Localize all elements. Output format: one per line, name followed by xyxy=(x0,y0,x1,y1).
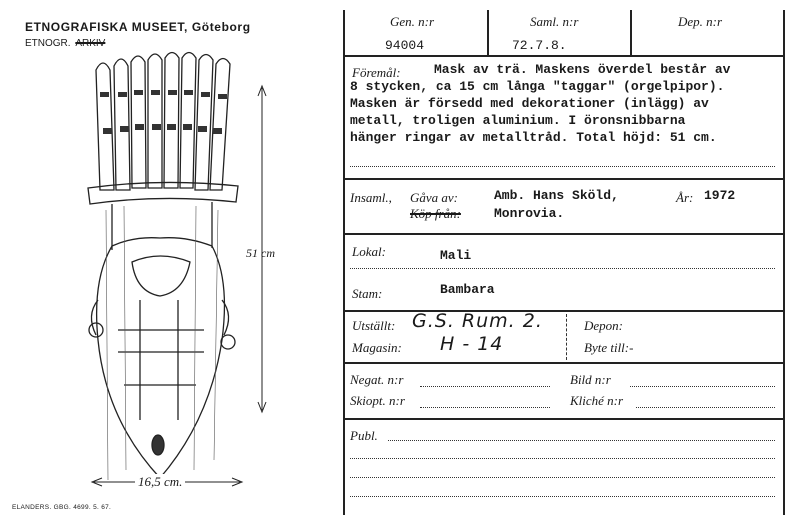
byte-label xyxy=(584,340,633,356)
foremal-line-5: hänger ringar av metalltråd. Total höjd: 51 cm. xyxy=(350,130,717,145)
negat-label: Negat. n:r xyxy=(350,372,404,387)
place-value: Monrovia. xyxy=(494,206,565,221)
magasin-value: H - 14 xyxy=(440,333,504,355)
saml-label: Saml. n:r xyxy=(530,14,579,29)
gen-label: Gen. n:r xyxy=(390,14,435,29)
header-divider-1 xyxy=(487,10,489,55)
depon-label: Depon: xyxy=(584,318,623,333)
utstallning-divider xyxy=(566,314,567,360)
mask-band xyxy=(88,182,238,204)
card-right-border xyxy=(783,10,785,515)
mask-drawing xyxy=(0,0,340,521)
insamling-bottom-rule xyxy=(343,233,785,235)
foremal-line-1: Mask av trä. Maskens överdel består av xyxy=(434,62,731,77)
right-ear-ring xyxy=(221,335,235,349)
byte-value: - xyxy=(629,340,634,355)
donor-value: Amb. Hans Sköld, xyxy=(494,188,619,203)
byte-label-text: Byte till: xyxy=(584,340,630,355)
foremal-label: Föremål: xyxy=(352,65,401,80)
height-annotation: 51 cm xyxy=(246,246,275,260)
ar-label: År: xyxy=(676,190,694,205)
foremal-line-3: Masken är försedd med dekorationer (inlägg) av xyxy=(350,96,709,111)
museum-name: ETNOGRAFISKA MUSEET, Göteborg xyxy=(25,20,251,34)
publ-dotted-line-2 xyxy=(350,458,775,459)
publ-dotted-line-1 xyxy=(388,440,775,441)
gava-label: Gåva av: xyxy=(410,190,459,205)
width-annotation: 16,5 cm. xyxy=(135,474,185,490)
etnogr-text: ETNOGR. xyxy=(25,38,71,49)
printer-line: ELANDERS. GBG. 4699. 5. 67. xyxy=(12,504,112,511)
skiopt-dotted-line xyxy=(420,407,550,408)
publ-label: Publ. xyxy=(350,428,378,443)
insaml-label: Insaml., xyxy=(350,190,392,205)
header-divider-2 xyxy=(630,10,632,55)
lokal-value: Mali xyxy=(440,248,472,263)
saml-value: 72.7.8. xyxy=(512,38,567,53)
lokal-label: Lokal: xyxy=(352,244,386,259)
stam-bottom-rule xyxy=(343,310,785,312)
foremal-line-2: 8 stycken, ca 15 cm långa "taggar" (orgelpipor). xyxy=(350,79,725,94)
foremal-dotted-line xyxy=(350,166,775,167)
card-left-border xyxy=(343,10,345,515)
header-bottom-rule xyxy=(343,55,785,57)
lokal-dotted-line xyxy=(350,268,775,269)
foremal-line-4: metall, troligen aluminium. I öronsnibbarna xyxy=(350,113,686,128)
utstallning-bottom-rule xyxy=(343,362,785,364)
skiopt-label: Skiopt. n:r xyxy=(350,393,405,408)
utstallt-label: Utställt: xyxy=(352,318,396,333)
utstallt-value: G.S. Rum. 2. xyxy=(412,310,543,332)
bilder-bottom-rule xyxy=(343,418,785,420)
kliche-label: Kliché n:r xyxy=(570,393,624,408)
bild-label: Bild n:r xyxy=(570,372,611,387)
mask-prongs xyxy=(96,53,230,191)
foremal-bottom-rule xyxy=(343,178,785,180)
publ-dotted-line-3 xyxy=(350,477,775,478)
negat-dotted-line xyxy=(420,386,550,387)
kliche-dotted-line xyxy=(636,407,775,408)
stam-label: Stam: xyxy=(352,286,383,301)
dep-label: Dep. n:r xyxy=(678,14,723,29)
bild-dotted-line xyxy=(630,386,775,387)
prong-inlays xyxy=(100,90,227,134)
struck-text: ARKIV xyxy=(75,38,106,49)
magasin-label: Magasin: xyxy=(352,340,402,355)
stam-value: Bambara xyxy=(440,282,495,297)
gen-value: 94004 xyxy=(385,38,425,53)
publ-dotted-line-4 xyxy=(350,496,775,497)
kop-label: Köp från: xyxy=(410,206,461,221)
year-value: 1972 xyxy=(704,188,736,203)
